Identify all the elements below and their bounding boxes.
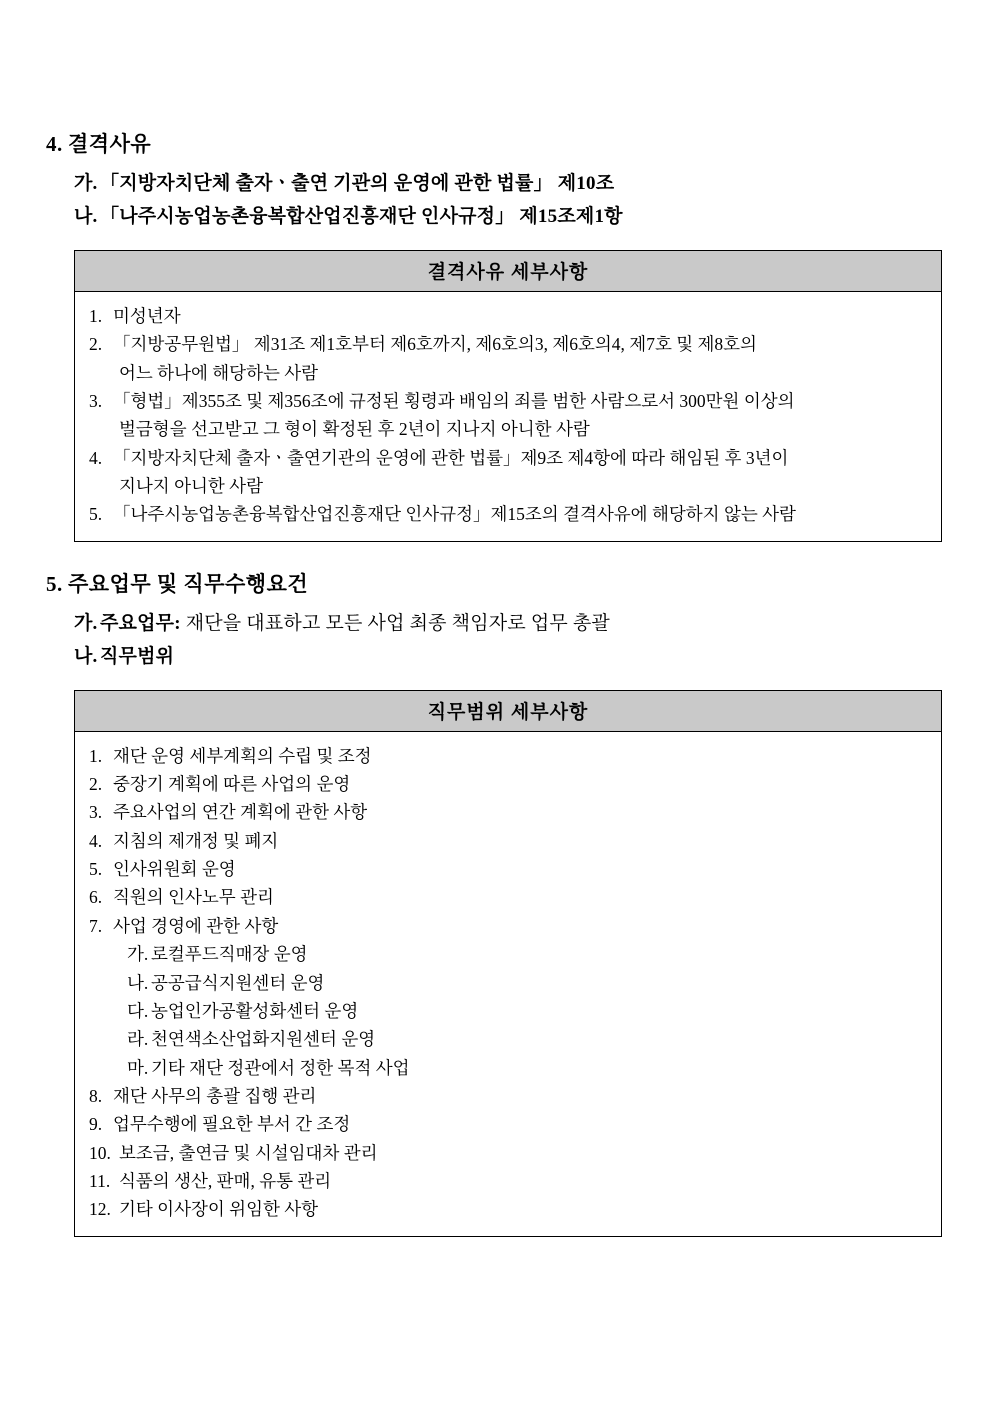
list-item [89,855,927,883]
section-number: 4. [46,132,63,156]
table-row [75,292,942,542]
sublist-text: 로컬푸드직매장 운영 [151,944,308,965]
list-text: 주요사업의 연간 계획에 관한 사항 [113,802,368,823]
sublist-item [127,969,927,997]
list-item [89,1082,927,1110]
sublist-marker: 나. [127,972,149,993]
list-text: 「형법」제355조 및 제356조에 규정된 횡령과 배임의 죄를 범한 사람으로서 300만원 이상의 벌금형을 선고받고 그 형이 확정된 후 2년이 지나지 아니한 사람 [113,391,795,440]
sublist-item [127,940,927,968]
list-marker: 3. [89,391,103,412]
table-header-row [75,690,942,731]
sublist-marker: 라. [127,1029,149,1050]
subitem-bold-text: 직무범위 [100,645,175,667]
list-item [89,387,927,444]
list-item [89,742,927,770]
list-marker: 8. [89,1085,103,1106]
disqualification-list [89,302,927,529]
section-title: 결격사유 [68,132,152,156]
list-text: 업무수행에 필요한 부서 간 조정 [113,1114,351,1135]
table-body-cell [75,731,942,1236]
list-marker: 1. [89,745,103,766]
section-heading-4 [46,128,946,158]
section4-subitem-a [46,168,946,195]
list-marker: 5. [89,859,103,880]
list-item [89,770,927,798]
list-text: 「지방자치단체 출자ㆍ출연기관의 운영에 관한 법률」제9조 제4항에 따라 해임된 후 3년이 지나지 아니한 사람 [113,447,789,497]
section4-subitem-b [46,201,946,228]
subitem-text: 「지방자치단체 출자ㆍ출연 기관의 운영에 관한 법률」 제10조 [100,173,615,194]
list-text: 재단 사무의 총괄 집행 관리 [113,1085,317,1106]
list-marker: 7. [89,915,103,936]
sublist-text: 천연색소산업화지원센터 운영 [151,1029,376,1050]
disqualification-table [74,250,942,542]
list-text: 보조금, 출연금 및 시설임대차 관리 [119,1142,378,1163]
list-item [89,1139,927,1167]
sublist-text: 기타 재단 정관에서 정한 목적 사업 [151,1057,410,1078]
sublist-item [127,997,927,1025]
section-number: 5. [46,571,63,596]
list-item [89,500,927,528]
list-item [89,1195,927,1223]
subitem-text: 재단을 대표하고 모든 사업 최종 책임자로 업무 총괄 [180,612,610,634]
list-item [89,444,927,501]
list-text: 사업 경영에 관한 사항 가. 로컬푸드직매장 운영 나. 공공급식지원센터 운영 다. 농업인가공활성화센터 운영 라. 천연색소산업화지원센터 운영 마. 기타 재단 정관에서 정한 목적 사업 [113,912,927,1082]
list-marker: 3. [89,802,103,823]
subitem-label: 가. [74,612,98,634]
sublist-marker: 마. [127,1057,149,1078]
list-marker: 1. [89,306,103,326]
section5-subitem-b [46,641,946,668]
table-body-cell [75,292,942,542]
subitem-bold-text: 주요업무: [100,612,181,634]
list-text: 직원의 인사노무 관리 [113,887,274,908]
subitem-label: 나. [74,645,98,667]
table-header-cell: 직무범위 세부사항 [75,690,942,731]
sublist-marker: 가. [127,944,149,965]
list-text: 인사위원회 운영 [113,859,236,880]
sublist-item [127,1054,927,1082]
document-content [46,128,946,1237]
list-item [89,883,927,911]
list-marker: 4. [89,830,103,851]
list-marker: 5. [89,504,103,525]
list-item [89,912,927,1082]
list-item [89,1110,927,1138]
list-marker: 2. [89,774,103,795]
section-title: 주요업무 및 직무수행요건 [68,571,309,596]
sublist-item [127,1025,927,1053]
table-header-row [75,251,942,292]
list-text: 식품의 생산, 판매, 유통 관리 [119,1170,332,1191]
section-heading-5 [46,568,946,598]
list-item [89,827,927,855]
subitem-text: 「나주시농업농촌융복합산업진흥재단 인사규정」 제15조제1항 [100,206,623,227]
subitem-label: 가. [74,173,98,194]
list-marker: 6. [89,887,103,908]
list-item [89,302,927,330]
list-marker: 2. [89,334,103,355]
list-text: 지침의 제개정 및 폐지 [113,830,279,851]
subitem-label: 나. [74,206,98,227]
sublist-marker: 다. [127,1000,149,1021]
list-marker: 10. [89,1142,111,1163]
list-marker: 11. [89,1170,111,1191]
list-marker: 9. [89,1114,103,1135]
section5-subitem-a [46,608,946,635]
duties-list [89,742,927,1224]
list-text: 중장기 계획에 따른 사업의 운영 [113,774,351,795]
duties-sublist [113,940,927,1082]
duties-table [74,690,942,1237]
list-item [89,330,927,387]
sublist-text: 공공급식지원센터 운영 [151,972,325,993]
list-item [89,798,927,826]
list-item [89,1167,927,1195]
table-header-cell: 결격사유 세부사항 [75,251,942,292]
sublist-text: 농업인가공활성화센터 운영 [151,1000,359,1021]
list-text: 미성년자 [113,306,181,326]
list-text: 재단 운영 세부계획의 수립 및 조정 [113,745,372,766]
list-marker: 4. [89,447,103,468]
list-text: 기타 이사장이 위임한 사항 [119,1199,319,1220]
list-marker: 12. [89,1199,111,1220]
list-text: 「지방공무원법」 제31조 제1호부터 제6호까지, 제6호의3, 제6호의4, 제7호 및 제8호의 어느 하나에 해당하는 사람 [113,334,757,383]
table-row [75,731,942,1236]
list-text: 「나주시농업농촌융복합산업진흥재단 인사규정」제15조의 결격사유에 해당하지 않는 사람 [113,504,796,525]
